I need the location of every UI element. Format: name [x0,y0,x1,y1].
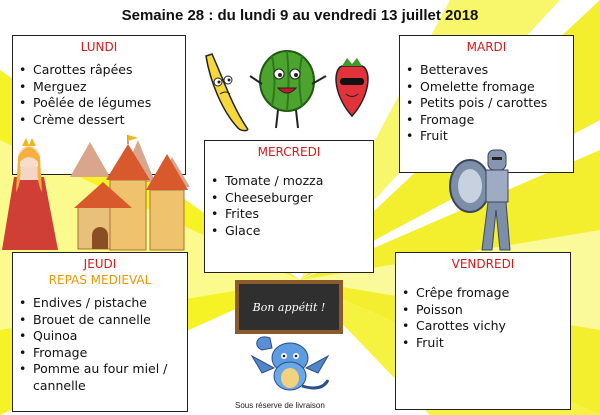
menu-item: • Crêpe fromage [402,285,564,302]
menu-item: • Crème dessert [19,112,179,129]
menu-item: • Pomme au four miel / cannelle [19,361,181,394]
menu-item: • Carottes vichy [402,318,564,335]
mercredi-title: MERCREDI [257,145,321,159]
vendredi-title: VENDREDI [451,257,515,271]
menu-item: • Quinoa [19,328,181,345]
knight-illustration [440,140,530,255]
menu-item: • Fromage [19,345,181,362]
jeudi-menu-list [19,295,181,394]
banana-icon [206,54,248,131]
princess-castle-illustration [0,132,205,254]
menu-item: • Betteraves [406,62,567,79]
lundi-menu-list [19,62,179,128]
menu-item: • Brouet de cannelle [19,312,181,329]
chalkboard-icon [235,280,343,334]
menu-item: • Fruit [402,335,564,352]
menu-item: • Fruit [406,128,567,145]
jeudi-title: JEUDI [83,257,117,271]
menu-item: • Frites [211,206,367,223]
jeudi-subtitle: REPAS MEDIEVAL [48,273,152,287]
menu-item: • Poisson [402,302,564,319]
menu-item: • Petits pois / carottes [406,95,567,112]
menu-item: • Carottes râpées [19,62,179,79]
footnote: Sous réserve de livraison [235,401,325,410]
menu-item: • Endives / pistache [19,295,181,312]
vendredi-menu-list [402,285,564,351]
jeudi-menu-box [12,252,188,412]
menu-item: • Omelette fromage [406,79,567,96]
fruit-characters-illustration [192,36,392,136]
mardi-title: MARDI [466,40,507,54]
vendredi-menu-box [395,252,571,410]
chalkboard-dragon-illustration [232,278,347,400]
strawberry-icon [336,58,368,116]
dragon-icon [252,337,328,390]
menu-item: • Poêlée de légumes [19,95,179,112]
menu-item: • Cheeseburger [211,190,367,207]
lundi-title: LUNDI [80,40,118,54]
menu-item: • Tomate / mozza [211,173,367,190]
mercredi-menu-box [204,140,374,273]
castle-icon [70,135,190,250]
watermelon-icon [250,51,326,128]
mardi-menu-list [406,62,567,145]
knight-icon [450,150,510,250]
mercredi-menu-list [211,173,367,239]
menu-item: • Fromage [406,112,567,129]
menu-item: • Merguez [19,79,179,96]
chalkboard-text: Bon appétit ! [252,301,326,314]
menu-item: • Glace [211,223,367,240]
page-title: Semaine 28 : du lundi 9 au vendredi 13 juillet 2018 [121,7,479,24]
princess-icon [2,138,58,250]
